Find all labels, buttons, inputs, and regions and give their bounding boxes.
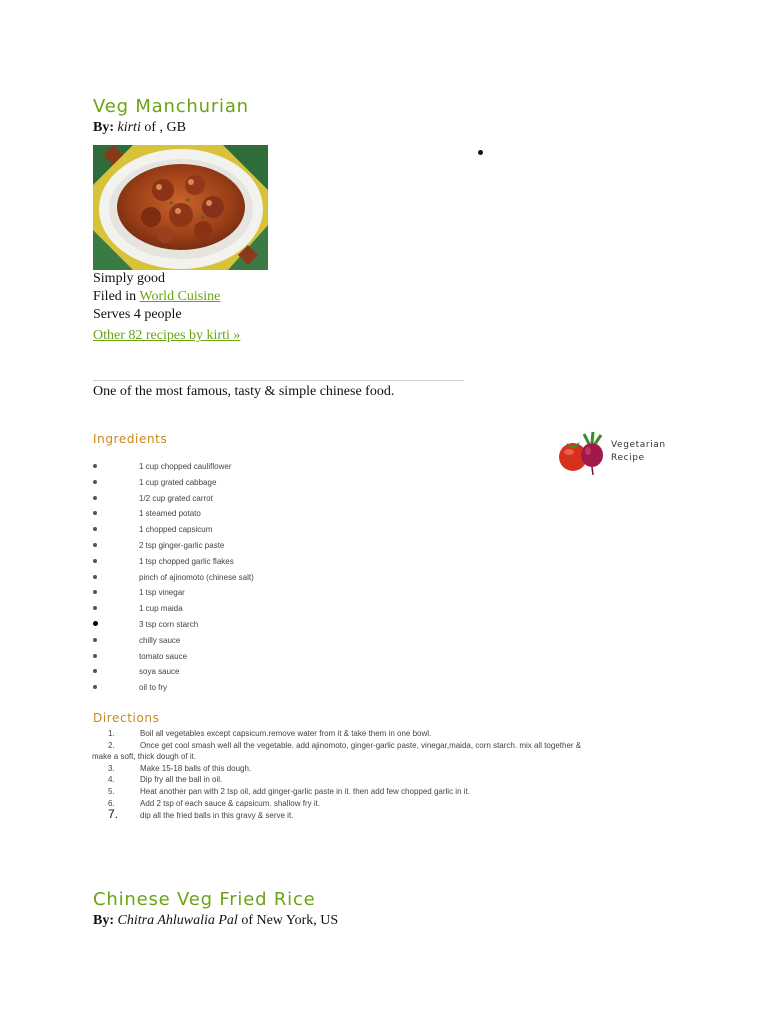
directions-list — [92, 728, 638, 822]
other-recipes — [93, 327, 240, 345]
bullet-icon — [93, 527, 97, 531]
bullet-icon — [93, 638, 97, 642]
direction-step: 6. Add 2 tsp of each sauce & capsicum. shallow fry it. — [108, 798, 321, 808]
bullet-icon — [93, 654, 97, 658]
bullet-icon — [93, 543, 97, 547]
filed-in — [93, 288, 220, 306]
direction-step: 5. Heat another pan with 2 tsp oil, add ginger-garlic paste in it. then add few chopped garlic in it. — [108, 786, 470, 796]
direction-step: 7. dip all the fried balls in this gravy & serve it. — [108, 807, 294, 822]
recipe-byline — [93, 913, 338, 929]
recipe-photo — [93, 145, 268, 270]
bullet-icon — [93, 496, 97, 500]
bullet-dot — [478, 150, 483, 155]
author-location: of New York, US — [237, 913, 339, 928]
bullet-icon — [93, 464, 97, 468]
recipe-title: Veg Manchurian — [93, 96, 249, 117]
logo-line1: Vegetarian — [611, 440, 666, 450]
rating-text: Simply good — [93, 271, 165, 286]
bullet-icon — [93, 480, 97, 484]
author-link[interactable]: kirti — [117, 120, 141, 135]
direction-step: 2. Once get cool smash well all the vegetable. add ajinomoto, ginger-garlic paste, vinegar,maida, corn starch. mix all together & — [108, 740, 582, 750]
serves-text: Serves 4 people — [93, 307, 182, 322]
direction-step-continued: make a soft, thick dough of it. — [92, 752, 197, 762]
bullet-icon — [93, 685, 97, 689]
direction-step: 4. Dip fry all the ball in oil. — [108, 775, 223, 785]
bullet-icon — [93, 559, 97, 563]
filed-prefix: Filed in — [93, 289, 140, 304]
by-label: By: — [93, 120, 114, 135]
author-link[interactable]: Chitra Ahluwalia Pal — [117, 913, 238, 928]
category-link[interactable]: World Cuisine — [139, 289, 221, 304]
logo-line2: Recipe — [611, 453, 645, 463]
direction-step: 3. Make 15-18 balls of this dough. — [108, 763, 252, 773]
bullet-icon — [93, 669, 97, 673]
bullet-icon — [93, 590, 97, 594]
bullet-icon — [93, 575, 97, 579]
by-label: By: — [93, 913, 114, 928]
other-recipes-link[interactable]: Other 82 recipes by kirti » — [93, 328, 241, 343]
recipe-byline — [93, 120, 186, 136]
tomato-beet-icon — [556, 431, 612, 475]
bullet-icon — [93, 606, 97, 610]
recipe-title: Chinese Veg Fried Rice — [93, 889, 316, 910]
direction-step: 1. Boil all vegetables except capsicum.remove water from it & take them in one bowl. — [108, 729, 432, 738]
recipe-description: One of the most famous, tasty & simple chinese food. — [93, 384, 395, 399]
author-location: of , GB — [140, 120, 186, 135]
directions-heading: Directions — [93, 711, 160, 725]
bullet-icon — [93, 621, 98, 626]
ingredients-heading: Ingredients — [93, 432, 168, 446]
divider — [93, 380, 464, 381]
bullet-icon — [93, 511, 97, 515]
vegetarian-recipe-logo — [556, 431, 676, 475]
